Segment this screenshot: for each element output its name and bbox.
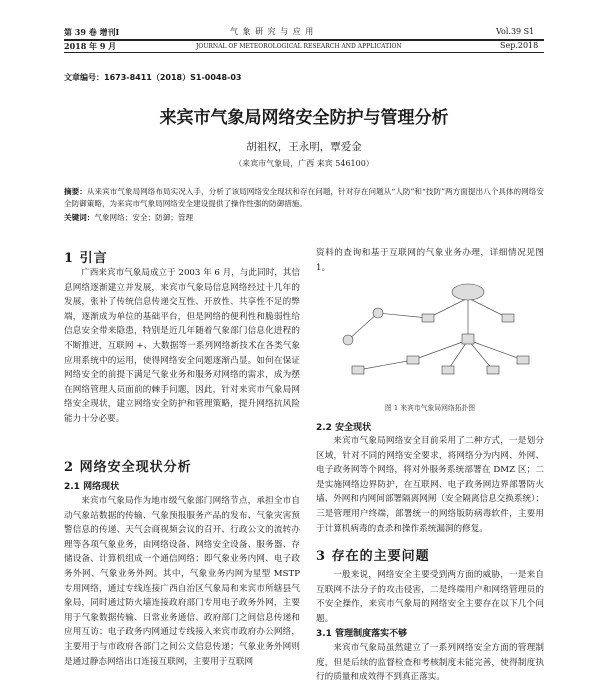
- server-icon: [407, 356, 419, 364]
- journal-title-en: JOURNAL OF METEOROLOGICAL RESEARCH AND APPLICATION: [196, 43, 402, 50]
- section-2-2-text: 来宾市气象局网络安全目前采用了二种方式，一是划分区域，针对不同的网络安全要求，将网络分为内网、外网、电子政务网等个网络，将对外服务系统部署在 DMZ 区；二是实施网络边界防护，在互联网、电子政务网边界部署防火墙、外网和内网间部署隔离网闸（安全隔离信息交换系统）；三是管理用户终端，部署统一的网络版防病毒软件，主要用于计算机病毒的查杀和操作系统漏洞的修复。: [316, 436, 544, 534]
- abstract-label: 摘要：: [64, 187, 87, 196]
- paper-title: 来宾市气象局网络安全防护与管理分析: [159, 108, 449, 128]
- affiliation: （来宾市气象局，广西 来宾 546100）: [234, 159, 374, 168]
- header-rule-top: [64, 39, 544, 41]
- core-switch-icon: [462, 334, 474, 344]
- right-intro-text: 资料的查询和基于互联网的气象业务办理，详细情况见图 1。: [316, 248, 544, 273]
- network-topology-figure: [318, 278, 544, 396]
- topology-link: [448, 340, 468, 370]
- date-cn: 2018 年 9 月: [64, 41, 117, 51]
- abstract: [64, 186, 544, 210]
- section-2-2-body: [316, 434, 544, 536]
- keywords-label: 关键词：: [64, 213, 95, 222]
- internet-cloud-icon: [452, 284, 484, 300]
- section-1-heading: 1 引言: [64, 251, 108, 266]
- volume-en: Vol.39 S1: [496, 27, 535, 36]
- journal-title-cn: 气 象 研 究 与 应 用: [230, 27, 315, 36]
- section-2-1-heading: 2.1 网络现状: [64, 482, 120, 492]
- section-3-1-text: 来宾市气象局虽然建立了一系列网络安全方面的管理制度，但是后续的监督检查和考核制度未能完善，使得制度执行的质量和成效得不到真正落实。: [316, 643, 544, 683]
- topology-link: [378, 313, 428, 318]
- topology-link: [348, 313, 378, 340]
- volume-label: 第 39 卷 增刊Ⅰ: [64, 27, 120, 37]
- keywords: [64, 212, 544, 224]
- section-2-1-text: 来宾市气象局作为地市级气象部门网络节点，承担全市自动气象站数据的传输、气象预报服务产品的发布、气象灾害预警信息的传递、天气会商视频会议的召开、行政公文的流转办理等各项气象业务，由网络设备、网络安全设备、服务器、存储设备、计算机组成一个通信网络；即气象业务内网、电子政务外网、气象业务外网。其中，气象业务内网为星型 MSTP 专用网络，通过专线连接广西自治区气象局和来宾市所辖县气象局，同时通过防火墙连接政府部门专用电子政务外网，主要用于气象数据传输、日常业务通信、政府部门之间信息传递和应用互访；电子政务内网通过专线接入来宾市政府办公网络，主要用于与市政府各部门之间公文信息传递；气象业务外网则是通过静态网络出口连接互联网，主要用于互联网: [64, 496, 300, 667]
- keywords-text: 气象网络；安全；防御；管理: [94, 213, 194, 222]
- section-1-body: [64, 266, 300, 427]
- server-icon: [442, 366, 454, 374]
- authors: 胡祖权，王永明，覃爱金: [246, 141, 362, 153]
- gateway-icon: [502, 314, 514, 322]
- header-rule-bottom: [64, 52, 544, 53]
- section-2-heading: 2 网络安全现状分析: [64, 460, 192, 475]
- topology-link: [413, 340, 468, 360]
- router-icon: [343, 335, 353, 345]
- section-2-1-body: [64, 494, 300, 684]
- section-3-heading: 3 存在的主要问题: [316, 549, 430, 564]
- article-number: 文章编号：1673-8411（2018）S1-0048-03: [64, 73, 242, 82]
- server-icon: [517, 356, 529, 364]
- abstract-text: 从来宾市气象局网络布局实况入手，分析了该局网络安全现状和存在问题，针对存在问题从“人防”和“技防”两方面提出八个具体的网络安全防御策略，为来宾市气象局网络安全建设提供了操作性强的防御措施。: [64, 187, 544, 208]
- firewall-icon: [422, 314, 434, 322]
- date-en: Sep.2018: [500, 41, 539, 50]
- section-1-text: 广西来宾市气象局成立于 2003 年 6 月，与此同时，其信息网络逐渐建立并发展，来宾市气象局信息网络经过十几年的发展，张补了传统信息传递交互性、开放性、共享性不足的弊端，逐渐成为单位的基础平台，但是网络的便利性和脆弱性给信息安全带来隐患，特别是近几年随着气象部门信息化进程的不断推进，互联网 +、大数据等一系列网络新技术在各类气象应用系统中的运用，使得网络安全问题逐渐凸显。如何在保证网络安全的前提下满足气象业务和服务对网络的需求，成为摆在网络管理人员面前的棘手问题，因此，针对来宾市气象局网络安全现状，建立网络安全防护和管理策略，提升网络抗风险能力十分必要。: [64, 268, 300, 424]
- topology-link: [358, 360, 413, 370]
- figure-caption: 图 1 来宾市气象局网络拓扑图: [384, 404, 476, 412]
- right-intro: [316, 246, 544, 275]
- section-3-1-heading: 3.1 管理制度落实不够: [316, 629, 408, 639]
- section-3-body: [316, 568, 544, 626]
- section-2-2-heading: 2.2 安全现状: [316, 423, 372, 433]
- section-3-1-body: [316, 641, 544, 687]
- section-3-text: 一般来说，网络安全主要受到两方面的威胁，一是来自互联网不法分子的攻击侵害，二是终端用户和网络管理员的不安全操作，来宾市气象局的网络安全主要存在以下几个问题。: [316, 570, 544, 624]
- server-icon: [487, 366, 499, 374]
- router-icon: [373, 308, 383, 318]
- computer-icon: [352, 366, 364, 374]
